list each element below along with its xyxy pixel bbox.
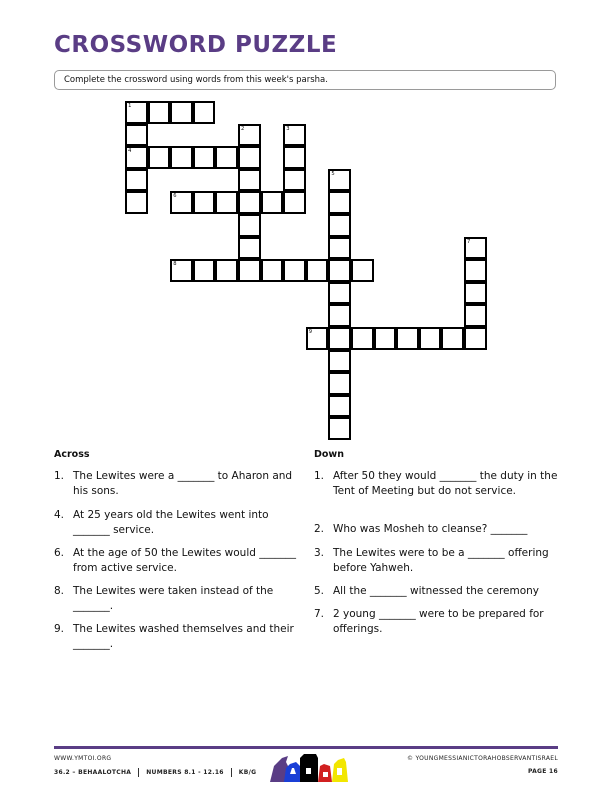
grid-cell[interactable]: [419, 327, 442, 350]
clue-number: 1.: [314, 470, 325, 482]
grid-cell[interactable]: [238, 146, 261, 169]
clue-number: 3.: [314, 547, 325, 559]
across-clue-1: [54, 469, 304, 499]
down-heading: Down: [314, 449, 344, 460]
grid-cell[interactable]: [283, 191, 306, 214]
footer-issue: 36.2 – BEHAALOTCHA: [54, 769, 132, 776]
grid-cell[interactable]: [328, 237, 351, 260]
grid-cell[interactable]: [238, 191, 261, 214]
grid-cell[interactable]: [374, 327, 397, 350]
grid-cell[interactable]: [328, 350, 351, 373]
grid-cell[interactable]: [464, 282, 487, 305]
clue-text: After 50 they would _______ the duty in the Tent of Meeting but do not service.: [333, 470, 558, 497]
footer-separator: [138, 768, 139, 777]
clue-number: 1.: [54, 470, 65, 482]
across-heading: Across: [54, 449, 90, 460]
clue-number: 7.: [314, 608, 325, 620]
grid-cell[interactable]: [238, 214, 261, 237]
ymtoi-kids-logo-icon: [268, 752, 352, 782]
grid-cell[interactable]: [328, 304, 351, 327]
grid-cell[interactable]: [441, 327, 464, 350]
grid-cell[interactable]: [125, 101, 148, 124]
clue-text: The Lewites were taken instead of the _______.: [73, 585, 274, 612]
grid-cell[interactable]: [261, 191, 284, 214]
down-clue-1: [314, 469, 564, 499]
grid-cell[interactable]: [170, 146, 193, 169]
clue-number: 5: [331, 170, 335, 177]
grid-cell[interactable]: [328, 282, 351, 305]
instructions-box: Complete the crossword using words from this week's parsha.: [54, 70, 556, 90]
clue-number: 3: [286, 125, 290, 132]
down-clue-7: [314, 607, 564, 637]
grid-cell[interactable]: [351, 327, 374, 350]
clue-number: 9.: [54, 623, 65, 635]
across-clue-6: [54, 546, 304, 576]
grid-cell[interactable]: [328, 327, 351, 350]
clue-number: 6.: [54, 547, 65, 559]
grid-cell[interactable]: [283, 169, 306, 192]
footer-info: [54, 768, 256, 777]
down-clue-3: [314, 546, 564, 576]
grid-cell[interactable]: [464, 304, 487, 327]
clue-number: 6: [173, 193, 177, 200]
clue-text: At 25 years old the Lewites went into _______ service.: [73, 509, 269, 536]
grid-cell[interactable]: [328, 417, 351, 440]
grid-cell[interactable]: [328, 259, 351, 282]
clue-text: All the _______ witnessed the ceremony: [333, 585, 540, 597]
grid-cell[interactable]: [193, 191, 216, 214]
grid-cell[interactable]: [125, 124, 148, 147]
grid-cell[interactable]: [328, 191, 351, 214]
grid-cell[interactable]: [328, 214, 351, 237]
grid-cell[interactable]: [193, 259, 216, 282]
grid-cell[interactable]: [193, 146, 216, 169]
grid-cell[interactable]: [193, 101, 216, 124]
grid-cell[interactable]: [306, 259, 329, 282]
clue-number: 5.: [314, 585, 325, 597]
down-clue-2: [314, 522, 564, 537]
grid-cell[interactable]: [464, 259, 487, 282]
grid-cell[interactable]: [170, 191, 193, 214]
clue-text: The Lewites washed themselves and their _______.: [73, 623, 294, 650]
grid-cell[interactable]: [215, 146, 238, 169]
grid-cell[interactable]: [283, 146, 306, 169]
grid-cell[interactable]: [283, 259, 306, 282]
page-number: PAGE 16: [527, 768, 558, 775]
page-title: CROSSWORD PUZZLE: [54, 32, 338, 58]
down-clue-5: [314, 584, 564, 599]
footer-copyright: © YOUNGMESSIANICTORAHOBSERVANTISRAEL: [406, 755, 558, 762]
grid-cell[interactable]: [283, 124, 306, 147]
grid-cell[interactable]: [328, 169, 351, 192]
across-clue-9: [54, 622, 304, 652]
clue-text: The Lewites were to be a _______ offering before Yahweh.: [333, 547, 549, 574]
grid-cell[interactable]: [464, 327, 487, 350]
footer-divider: [54, 746, 558, 749]
grid-cell[interactable]: [306, 327, 329, 350]
grid-cell[interactable]: [148, 146, 171, 169]
clue-text: At the age of 50 the Lewites would _______ from active service.: [73, 547, 296, 574]
grid-cell[interactable]: [261, 259, 284, 282]
clue-number: 4: [128, 148, 132, 155]
grid-cell[interactable]: [125, 191, 148, 214]
footer-website[interactable]: WWW.YMTOI.ORG: [54, 755, 112, 762]
clue-text: 2 young _______ were to be prepared for offerings.: [333, 608, 544, 635]
clue-number: 4.: [54, 509, 65, 521]
grid-cell[interactable]: [396, 327, 419, 350]
grid-cell[interactable]: [170, 259, 193, 282]
across-clue-4: [54, 508, 304, 538]
grid-cell[interactable]: [170, 101, 193, 124]
footer-reference: NUMBERS 8.1 - 12.16: [146, 769, 224, 776]
grid-cell[interactable]: [125, 169, 148, 192]
clue-number: 7: [467, 238, 471, 245]
clue-number: 2: [241, 125, 245, 132]
clue-number: 8.: [54, 585, 65, 597]
grid-cell[interactable]: [215, 191, 238, 214]
clue-number: 8: [173, 261, 177, 268]
clue-text: The Lewites were a _______ to Aharon and his sons.: [73, 470, 293, 497]
clue-number: 9: [308, 329, 313, 335]
grid-cell[interactable]: [238, 124, 261, 147]
grid-cell[interactable]: [328, 395, 351, 418]
clue-number: 1: [128, 103, 132, 109]
clue-text: Who was Mosheh to cleanse? _______: [333, 523, 528, 535]
grid-cell[interactable]: [238, 259, 261, 282]
grid-cell[interactable]: [148, 101, 171, 124]
clue-number: 2.: [314, 523, 325, 535]
grid-cell[interactable]: [215, 259, 238, 282]
footer-grade: KB/G: [238, 769, 257, 776]
grid-cell[interactable]: [125, 146, 148, 169]
grid-cell[interactable]: [238, 237, 261, 260]
grid-cell[interactable]: [351, 259, 374, 282]
grid-cell[interactable]: [238, 169, 261, 192]
across-clue-8: [54, 584, 304, 614]
footer-separator: [231, 768, 232, 777]
grid-cell[interactable]: [328, 372, 351, 395]
grid-cell[interactable]: [464, 237, 487, 260]
